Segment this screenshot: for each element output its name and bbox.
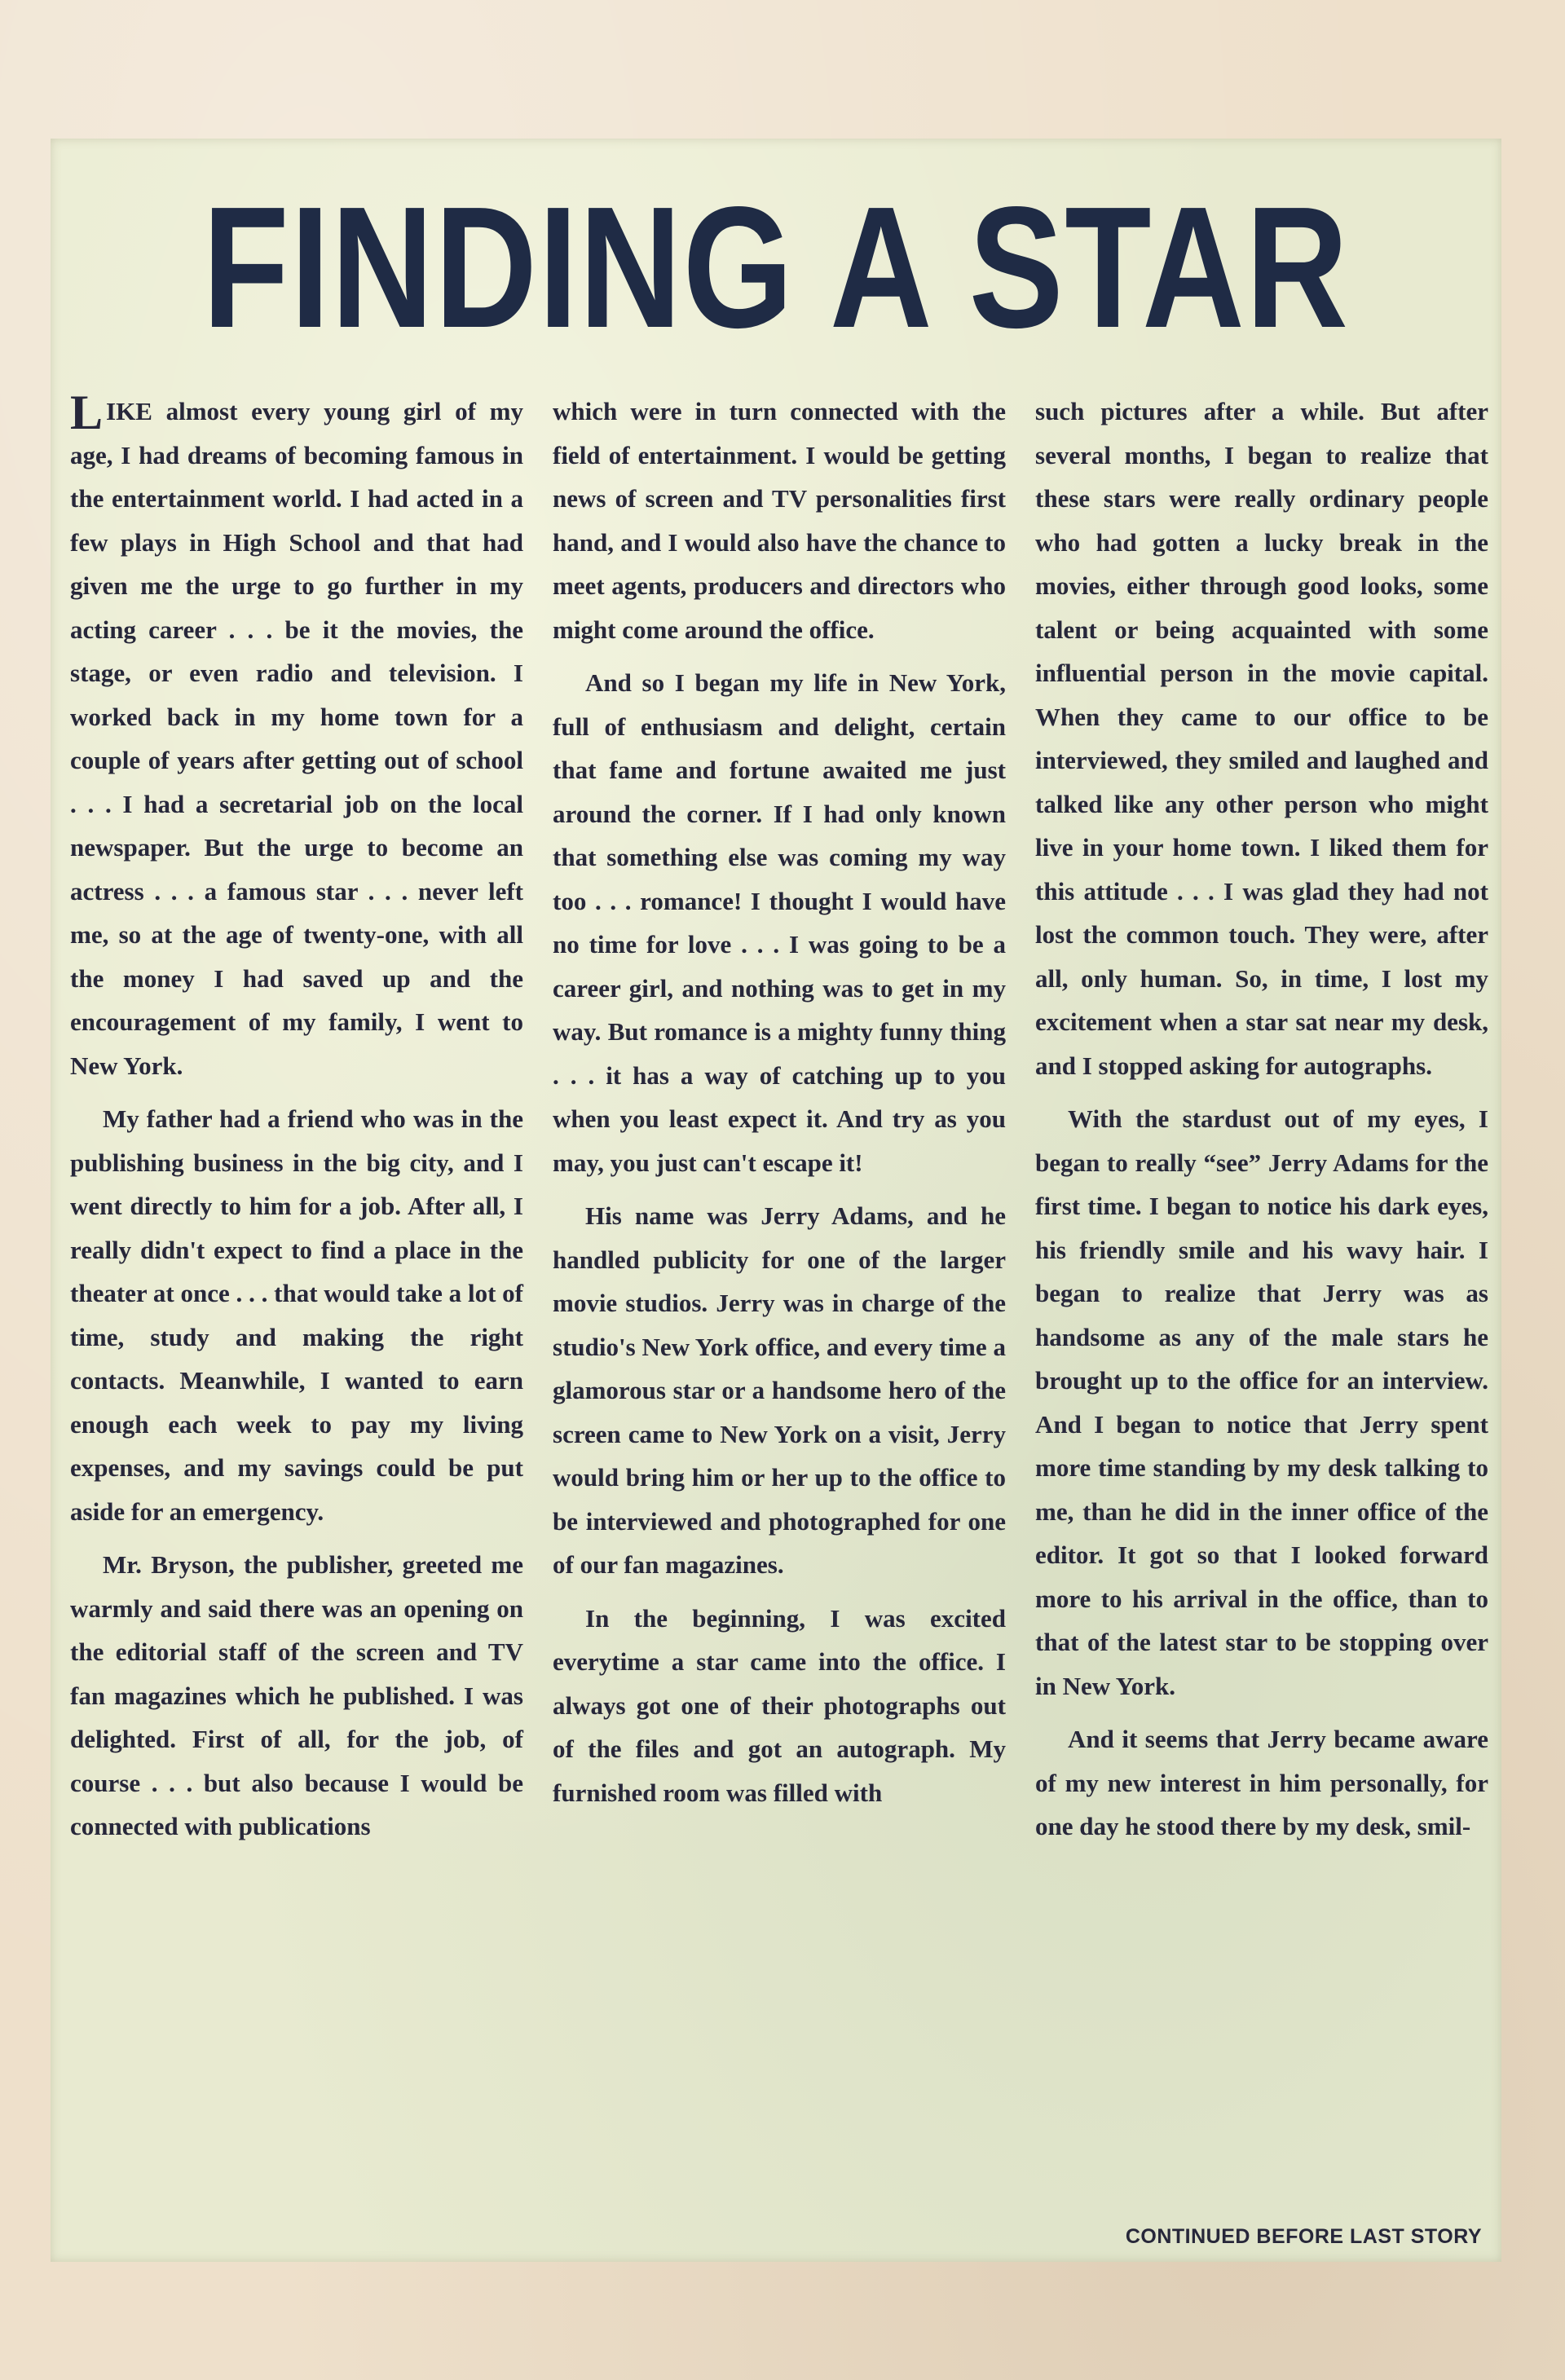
paragraph xyxy=(70,386,523,1087)
paragraph: My father had a friend who was in the publishing business in the big city, and I went directly to him for a job. After all, I really didn't expect to find a place in the theater at once . . . that would take a lot of time, study and making the right contacts. Meanwhile, I wanted to earn enough each week to pay my living expenses, and my savings could be put aside for an emergency. xyxy=(70,1104,523,1526)
text-column-1 xyxy=(70,386,523,2207)
paragraph: With the stardust out of my eyes, I began to really “see” Jerry Adams for the first time. I began to notice his dark eyes, his friendly smile and his wavy hair. I began to realize that Jerry was as handsome as any of the male stars he brought up to the office for an interview. And I began to notice that Jerry spent more time standing by my desk talking to me, than he did in the inner office of the editor. It got so that I looked forward more to his arrival in the office, than to that of the latest star to be stopping over in New York. xyxy=(1035,1104,1488,1700)
article-title: FINDING A STAR xyxy=(202,170,1350,364)
article-body xyxy=(70,386,1488,2207)
paragraph-text: IKE almost every young girl of my age, I had dreams of becoming famous in the entertainment world. I had acted in a few plays in High School and that had given me the urge to go further in my acting career . . . be it the movies, the stage, or even radio and television. I worked back in my home town for a couple of years after getting out of school . . . I had a secretarial job on the local newspaper. But the urge to become an actress . . . a famous star . . . never left me, so at the age of twenty-one, with all the money I had saved up and the encouragement of my family, I went to New York. xyxy=(70,397,523,1080)
paragraph: And so I began my life in New York, full of enthusiasm and delight, certain that fame and fortune awaited me just around the corner. If I had only known that something else was coming my way too . . . romance! I thought I would have no time for love . . . I was going to be a career girl, and nothing was to get in my way. But romance is a mighty funny thing . . . it has a way of catching up to you when you least expect it. And try as you may, you just can't escape it! xyxy=(553,668,1006,1177)
paragraph: such pictures after a while. But after several months, I began to realize that these stars were really ordinary people who had gotten a lucky break in the movies, either through good looks, some talent or being acquainted with some influential person in the movie capital. When they came to our office to be interviewed, they smiled and laughed and talked like any other person who might live in your home town. I liked them for this attitude . . . I was glad they had not lost the common touch. They were, after all, only human. So, in time, I lost my excitement when a star sat near my desk, and I stopped asking for autographs. xyxy=(1035,397,1488,1080)
paragraph: And it seems that Jerry became aware of my new interest in him personally, for one day he stood there by my desk, smil- xyxy=(1035,1725,1488,1840)
paragraph: His name was Jerry Adams, and he handled publicity for one of the larger movie studios. Jerry was in charge of the studio's New York office, and every time a glamorous star or a handsome hero of the screen came to New York on a visit, Jerry would bring him or her up to the office to be interviewed and photographed for one of our fan magazines. xyxy=(553,1201,1006,1579)
drop-cap: L xyxy=(70,386,104,439)
paragraph: In the beginning, I was excited everytime a star came into the office. I always got one of their photographs out of the files and got an autograph. My furnished room was filled with xyxy=(553,1603,1006,1807)
text-column-2 xyxy=(553,390,1006,2207)
paragraph: Mr. Bryson, the publisher, greeted me warmly and said there was an opening on the editorial staff of the screen and TV fan magazines which he published. I was delighted. First of all, for the job, of course . . . but also because I would be connected with publications xyxy=(70,1550,523,1840)
text-column-3 xyxy=(1035,390,1488,2207)
continued-note: CONTINUED BEFORE LAST STORY xyxy=(1125,2225,1482,2248)
paragraph: which were in turn connected with the field of entertainment. I would be getting news of screen and TV personalities first hand, and I would also have the chance to meet agents, producers and directors who might come around the office. xyxy=(553,397,1006,644)
